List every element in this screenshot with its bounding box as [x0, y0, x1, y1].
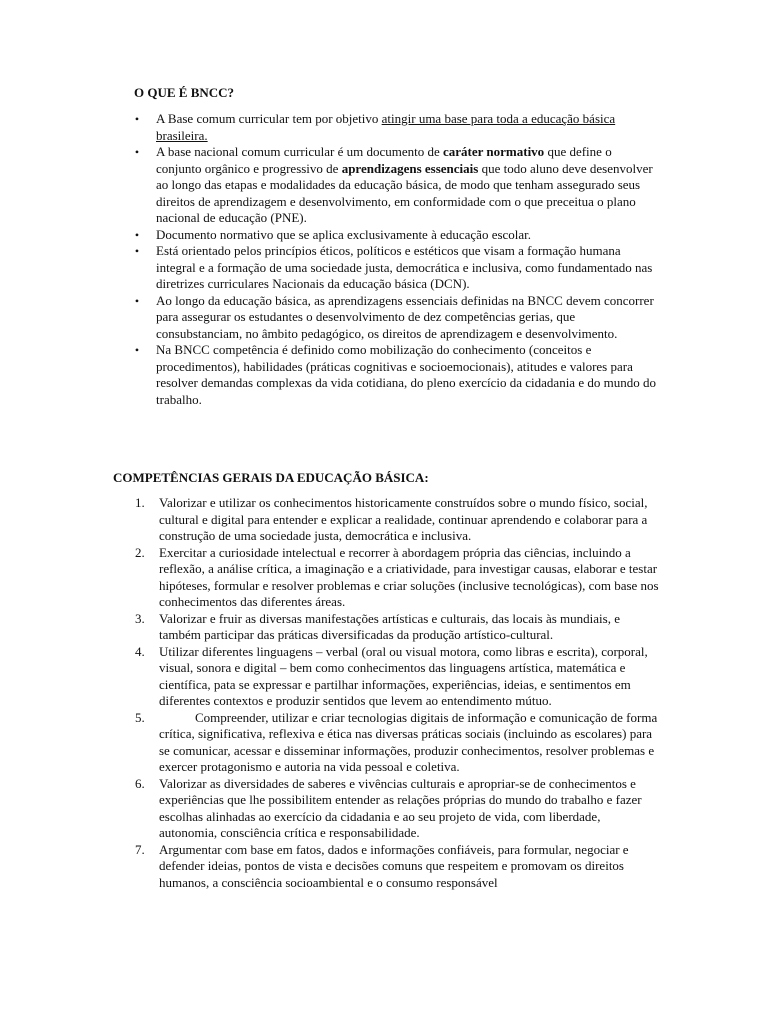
bold-text: caráter normativo: [442, 144, 545, 159]
list-item: [135, 841, 659, 892]
item-text: Valorizar e utilizar os conhecimentos historicamente construídos sobre o mundo físico, social, cultural e digital para entender e explicar a realidade, continuar aprendendo e colaborar para a construção de uma sociedade justa, democrática e inclusiva.: [159, 495, 648, 543]
bullet-item: [134, 243, 658, 293]
section-heading-bncc: O QUE É BNCC?: [134, 85, 235, 100]
bullet-text: Está orientado pelos princípios éticos, políticos e estéticos que visam a formação humana integral e a formação de uma sociedade justa, democrática e inclusiva, como fundamentado nas diretrizes curriculares Nacionais da educação básica (DCN).: [156, 243, 653, 291]
bullet-icon: •: [134, 343, 140, 357]
bullet-item: [134, 292, 658, 343]
item-number: 7.: [135, 841, 145, 857]
list-item: [135, 495, 659, 545]
item-text: Valorizar e fruir as diversas manifestações artísticas e culturais, das locais às mundiais, e também participar das práticas diversificadas da produção artístico-cultural.: [159, 610, 620, 642]
bullet-text: Na BNCC competência é definido como mobilização do conhecimento (conceitos e procedimentos), habilidades (práticas cognitivas e socioemocionais), atitudes e valores para resolver demandas complexas da vida cotidiana, do pleno exercício da cidadania e do mundo do trabalho.: [156, 342, 656, 407]
item-text: Exercitar a curiosidade intelectual e recorrer à abordagem própria das ciências, incluindo a reflexão, a análise crítica, a imaginação e a criatividade, para investigar causas, elaborar e testar hipóteses, formular e resolver problemas e criar soluções (inclusive tecnológicas), com base nos conhecimentos das diferentes áreas.: [159, 544, 659, 609]
list-item: [135, 643, 659, 710]
bullet-text: A Base comum curricular tem por objetivo: [156, 111, 382, 126]
item-number: 3.: [135, 610, 145, 626]
bullet-item: [134, 226, 658, 244]
bullet-item: [134, 144, 658, 227]
bullet-item: [134, 111, 658, 144]
bullet-icon: •: [134, 112, 140, 126]
bncc-bullet-list: [134, 111, 658, 408]
bullet-icon: •: [134, 145, 140, 159]
section-heading-competencias: COMPETÊNCIAS GERAIS DA EDUCAÇÃO BÁSICA:: [113, 470, 429, 485]
bullet-text: A base nacional comum curricular é um documento de: [156, 144, 443, 159]
bold-text: aprendizagens essenciais: [341, 160, 479, 176]
bullet-text: Ao longo da educação básica, as aprendizagens essenciais definidas na BNCC devem concorrer para assegurar os estudantes o desenvolvimento de dez competências gerias, que consubstanciam, no âmbito pedagógico, os direitos de aprendizagem e desenvolvimento.: [156, 292, 654, 341]
bullet-text: que define o conjunto orgânico e progressivo de: [156, 144, 612, 176]
item-text: Compreender, utilizar e criar tecnologias digitais de informação e comunicação de forma crítica, significativa, reflexiva e ética nas diversas práticas sociais (incluindo as escolares) para se comunicar, acessar e disseminar informações, produzir conhecimentos, resolver problemas e exercer protagonismo e autoria na vida pessoal e coletiva.: [159, 709, 658, 774]
item-number: 5.: [135, 709, 145, 725]
bullet-text: Documento normativo que se aplica exclusivamente à educação escolar.: [156, 226, 532, 242]
bullet-item: [134, 342, 658, 408]
list-item: [135, 709, 659, 776]
bullet-icon: •: [134, 244, 140, 258]
list-item: [135, 544, 659, 611]
bullet-icon: •: [134, 293, 140, 308]
item-number: 2.: [135, 544, 145, 560]
item-text: Argumentar com base em fatos, dados e informações confiáveis, para formular, negociar e defender ideias, pontos de vista e decisões comuns que respeitem e promovam os direitos humanos, a consciência socioambiental e o consumo responsável: [159, 841, 629, 890]
list-item: [135, 610, 659, 644]
underlined-text: atingir uma base para toda a educação básica brasileira.: [156, 111, 616, 143]
item-text: Valorizar as diversidades de saberes e vivências culturais e apropriar-se de conhecimentos e experiências que lhe possibilitem entender as relações próprias do mundo do trabalho e fazer escolhas alinhadas ao exercício da cidadania e ao seu projeto de vida, com liberdade, autonomia, consciência crítica e responsabilidade.: [159, 775, 642, 840]
competencias-numbered-list: [135, 495, 659, 891]
bullet-icon: •: [134, 227, 140, 242]
item-number: 1.: [135, 495, 145, 510]
bullet-text: que todo aluno deve desenvolver ao longo das etapas e modalidades da educação básica, de modo que tenham assegurado seus direitos de aprendizagem e desenvolvimento, em conformidade com o que preceitua o plano nacional de educação (PNE).: [156, 160, 653, 225]
item-number: 4.: [135, 643, 145, 659]
item-text: Utilizar diferentes linguagens – verbal (oral ou visual motora, como libras e escrita), corporal, visual, sonora e digital – bem como conhecimentos das linguagens artística, matemática e científica, pata se expressar e partilhar informações, experiências, ideias, e sentimentos em diferentes contextos e produzir sentidos que levem ao entendimento mútuo.: [159, 643, 648, 708]
item-number: 6.: [135, 775, 145, 791]
list-item: [135, 775, 659, 842]
